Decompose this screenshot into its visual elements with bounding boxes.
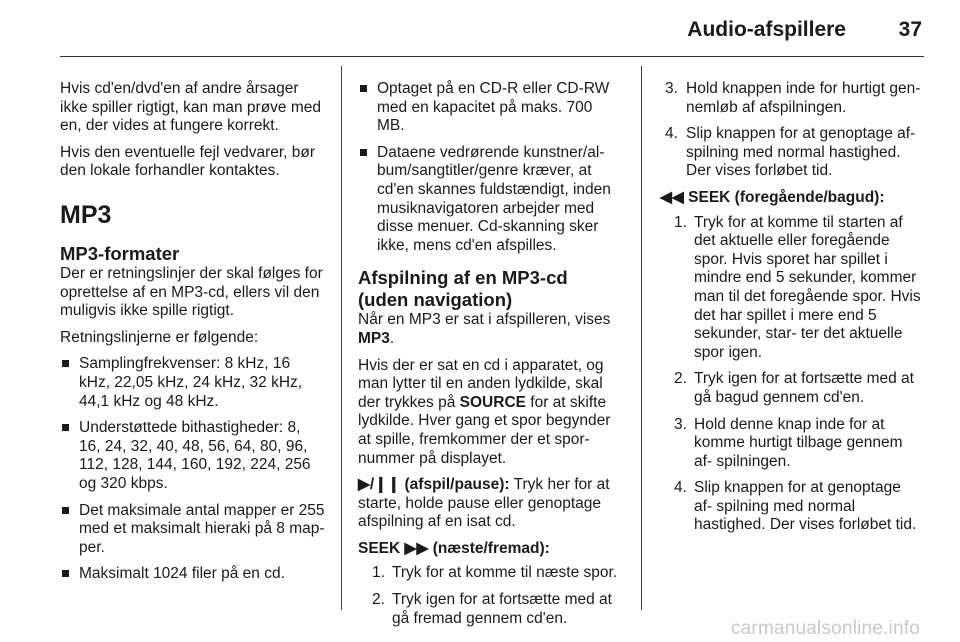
fast-forward-icon: ▶▶ — [404, 539, 429, 557]
paragraph: Hvis cd'en/dvd'en af andre årsager ikke spiller rigtigt, kan man prøve med en, der vides at fungere korrekt. — [60, 80, 322, 135]
list-item: Dataene vedrørende kunstner/al- bum/sangtitler/genre kræver, at cd'en skannes fuldstændigt, inden musiknavigatoren arbejder med disse menuer. Cd-skanning sker ikke, mens cd'en afspilles. — [358, 144, 623, 256]
paragraph: Der er retningslinjer der skal følges for oprettelse af en MP3-cd, ellers vil den muligvis ikke spille rigtigt. — [60, 264, 323, 320]
header-divider — [60, 56, 924, 57]
list-item: 1. Tryk for at komme til næste spor. — [372, 564, 618, 582]
seek-back-heading: ◀◀ SEEK (foregående/bagud): — [660, 188, 885, 206]
subsection-heading: Afspilning af en MP3-cd (uden navigation) — [358, 267, 568, 311]
column-3 — [660, 80, 922, 543]
subsection-heading: MP3-formater — [60, 242, 180, 264]
rewind-icon: ◀◀ — [660, 188, 684, 206]
paragraph: Hvis der er sat en cd i apparatet, og man lytter til en anden lydkilde, skal der trykkes på SOURCE for at skifte lydkilde. Hver gang et spor begynder at spille, fremkommer der et spor- nummer på displayet. — [358, 356, 611, 467]
square-bullet-icon — [62, 424, 69, 431]
list-item: Samplingfrekvenser: 8 kHz, 16 kHz, 22,05 kHz, 24 kHz, 32 kHz, 44,1 kHz og 48 kHz. — [60, 355, 325, 411]
list-item: 4. Slip knappen for at genoptage af- spilning med normal hastighed. Der vises forløbet tid. — [674, 479, 917, 534]
paragraph-play-pause: ▶/❙❙ (afspil/pause): Tryk her for at starte, holde pause eller genoptage afspilning af en isat cd. — [358, 476, 610, 531]
page-number: 37 — [898, 18, 922, 41]
paragraph: Når en MP3 er sat i afspilleren, vises MP3. — [358, 311, 611, 347]
list-item: Optaget på en CD-R eller CD-RW med en kapacitet på maks. 700 MB. — [358, 80, 623, 136]
square-bullet-icon — [62, 360, 69, 367]
paragraph: Retningslinjerne er følgende: — [60, 328, 259, 346]
list-item: Understøttede bithastigheder: 8, 16, 24, 32, 40, 48, 56, 64, 80, 96, 112, 128, 144, 160, 192, 224, 256 og 320 kbps. — [60, 419, 325, 493]
page-section-title: Audio-afspillere — [687, 18, 846, 41]
paragraph: Hvis den eventuelle fejl vedvarer, bør den lokale forhandler kontaktes. — [60, 143, 316, 180]
square-bullet-icon — [360, 149, 367, 156]
watermark: carmanualsonline.info — [730, 618, 920, 639]
square-bullet-icon — [360, 85, 367, 92]
column-2 — [358, 80, 623, 636]
section-heading-mp3: MP3 — [60, 200, 112, 229]
column-divider-2 — [641, 66, 642, 610]
play-pause-icon: ▶/❙❙ — [358, 476, 401, 494]
square-bullet-icon — [62, 570, 69, 577]
list-item: 2. Tryk igen for at fortsætte med at gå bagud gennem cd'en. — [674, 370, 914, 406]
list-item: 3. Hold denne knap inde for at komme hurtigt tilbage gennem af- spilningen. — [674, 415, 903, 470]
column-divider-1 — [341, 66, 342, 610]
seek-forward-heading: SEEK ▶▶ (næste/fremad): — [358, 539, 550, 557]
list-item: 1. Tryk for at komme til starten af det aktuelle eller foregående spor. Hvis sporet har spillet i mindre end 5 sekunder, kommer man til det foregående spor. Hvis det har spillet i mere end 5 sekunder, star- ter det aktuelle spor igen. — [674, 213, 921, 361]
list-item: Maksimalt 1024 filer på en cd. — [60, 565, 325, 584]
page-header — [0, 0, 960, 60]
square-bullet-icon — [62, 507, 69, 514]
list-item: 3. Hold knappen inde for hurtigt gen- nemløb af afspilningen. — [665, 80, 921, 116]
column-1 — [60, 80, 325, 592]
list-item: 4. Slip knappen for at genoptage af- spilning med normal hastighed. Der vises forløbet tid. — [665, 125, 916, 180]
list-item: Det maksimale antal mapper er 255 med et maksimalt hieraki på 8 map- per. — [60, 502, 325, 558]
list-item: 2. Tryk igen for at fortsætte med at gå fremad gennem cd'en. — [372, 591, 612, 627]
